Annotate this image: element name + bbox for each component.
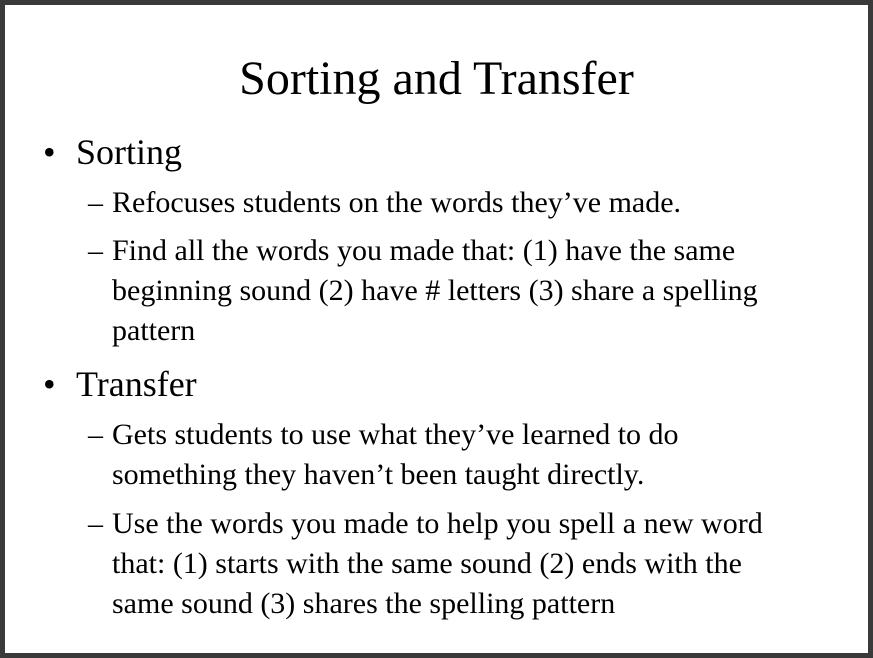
sub-bullet-line: something they haven’t been taught directly. bbox=[112, 458, 645, 491]
sub-bullet-line: Refocuses students on the words they’ve made. bbox=[112, 186, 682, 219]
slide-title: Sorting and Transfer bbox=[239, 52, 634, 105]
bullet-marker: • bbox=[43, 132, 56, 172]
sub-bullet-line: same sound (3) shares the spelling pattern bbox=[112, 587, 616, 620]
bullet-marker: • bbox=[43, 364, 56, 404]
sub-bullet-line: Use the words you made to help you spell a new word bbox=[112, 507, 763, 540]
sub-bullet-line: Gets students to use what they’ve learned to do bbox=[112, 418, 679, 451]
dash-marker: – bbox=[88, 234, 103, 267]
dash-marker: – bbox=[88, 418, 103, 451]
sub-bullet-line: pattern bbox=[112, 314, 196, 347]
sub-bullet-line: beginning sound (2) have # letters (3) share a spelling bbox=[112, 274, 758, 307]
bullet-heading-transfer: Transfer bbox=[76, 364, 197, 404]
sub-bullet-line: Find all the words you made that: (1) have the same bbox=[112, 234, 736, 267]
bullet-heading-sorting: Sorting bbox=[76, 132, 183, 172]
dash-marker: – bbox=[88, 186, 103, 219]
dash-marker: – bbox=[88, 507, 103, 540]
sub-bullet-line: that: (1) starts with the same sound (2) ends with the bbox=[112, 547, 742, 580]
slide bbox=[5, 5, 868, 653]
